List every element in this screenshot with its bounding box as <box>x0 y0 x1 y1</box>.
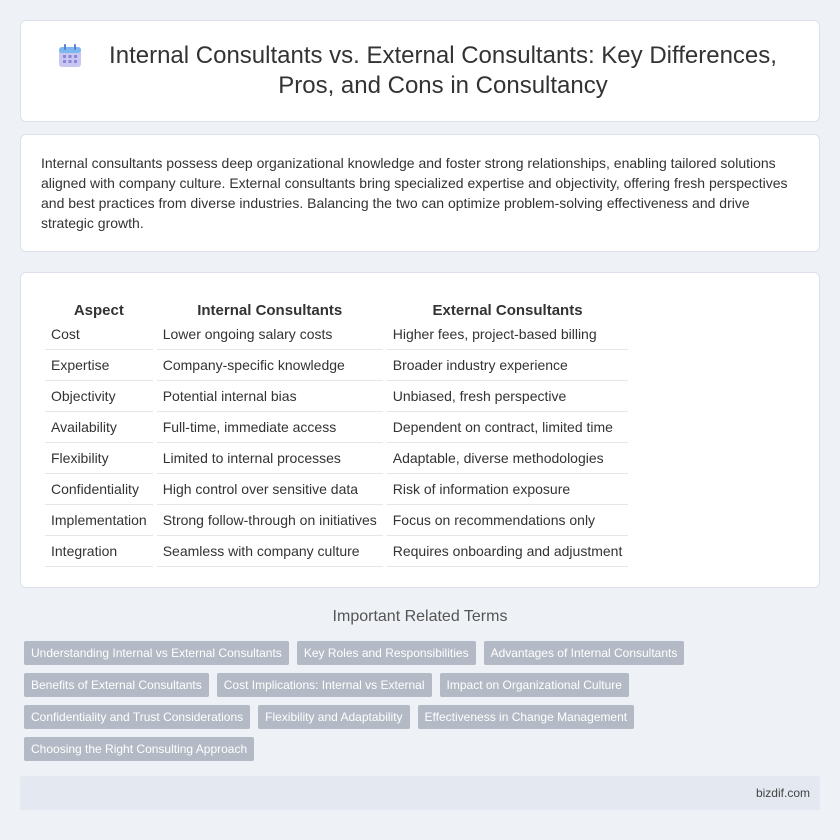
table-cell-aspect: Integration <box>45 536 153 567</box>
table-cell-internal: Seamless with company culture <box>157 536 383 567</box>
column-header-internal: Internal Consultants <box>197 302 343 319</box>
related-term-tag[interactable]: Effectiveness in Change Management <box>418 705 635 729</box>
table-cell-external: Risk of information exposure <box>387 474 629 505</box>
table-row <box>45 381 628 412</box>
table-cell-internal: Potential internal bias <box>157 381 383 412</box>
table-cell-aspect: Cost <box>45 319 153 350</box>
site-link[interactable]: bizdif.com <box>755 786 810 800</box>
related-term-tag[interactable]: Benefits of External Consultants <box>24 673 209 697</box>
table-cell-aspect: Implementation <box>45 505 153 536</box>
page-title: Internal Consultants vs. External Consultants: Key Differences, Pros, and Cons in Consultancy <box>109 42 777 99</box>
intro-card <box>20 134 820 252</box>
table-cell-internal: Company-specific knowledge <box>157 350 383 381</box>
related-terms-list <box>24 641 724 761</box>
table-cell-aspect: Availability <box>45 412 153 443</box>
table-cell-external: Broader industry experience <box>387 350 629 381</box>
table-row <box>45 505 628 536</box>
table-cell-internal: Lower ongoing salary costs <box>157 319 383 350</box>
table-cell-internal: Limited to internal processes <box>157 443 383 474</box>
table-cell-external: Focus on recommendations only <box>387 505 629 536</box>
table-cell-external: Adaptable, diverse methodologies <box>387 443 629 474</box>
table-cell-external: Unbiased, fresh perspective <box>387 381 629 412</box>
table-row <box>45 319 628 350</box>
table-cell-external: Requires onboarding and adjustment <box>387 536 629 567</box>
table-header-row <box>45 295 628 319</box>
related-term-tag[interactable]: Advantages of Internal Consultants <box>484 641 685 665</box>
related-term-tag[interactable]: Confidentiality and Trust Considerations <box>24 705 250 729</box>
related-term-tag[interactable]: Flexibility and Adaptability <box>258 705 409 729</box>
table-cell-internal: High control over sensitive data <box>157 474 383 505</box>
table-cell-internal: Full-time, immediate access <box>157 412 383 443</box>
related-term-tag[interactable]: Key Roles and Responsibilities <box>297 641 476 665</box>
calendar-icon <box>57 43 83 69</box>
table-row <box>45 412 628 443</box>
comparison-table <box>41 295 632 567</box>
table-row <box>45 443 628 474</box>
table-cell-aspect: Flexibility <box>45 443 153 474</box>
table-cell-aspect: Expertise <box>45 350 153 381</box>
table-row <box>45 474 628 505</box>
intro-paragraph: Internal consultants possess deep organizational knowledge and foster strong relationships, enabling tailored solutions aligned with company culture. External consultants bring specialized expertise and objectivity, offering fresh perspectives and best practices from diverse industries. Balancing the two can optimize problem-solving effectiveness and drive strategic growth. <box>41 155 788 231</box>
related-term-tag[interactable]: Impact on Organizational Culture <box>440 673 629 697</box>
table-cell-aspect: Confidentiality <box>45 474 153 505</box>
table-row <box>45 536 628 567</box>
table-cell-external: Higher fees, project-based billing <box>387 319 629 350</box>
related-term-tag[interactable]: Understanding Internal vs External Consultants <box>24 641 289 665</box>
table-cell-internal: Strong follow-through on initiatives <box>157 505 383 536</box>
table-row <box>45 350 628 381</box>
column-header-aspect: Aspect <box>73 302 124 319</box>
footer <box>20 776 820 810</box>
column-header-external: External Consultants <box>432 302 583 319</box>
related-term-tag[interactable]: Choosing the Right Consulting Approach <box>24 737 254 761</box>
related-term-tag[interactable]: Cost Implications: Internal vs External <box>217 673 432 697</box>
related-terms-heading: Important Related Terms <box>332 608 508 625</box>
comparison-table-card <box>20 272 820 588</box>
header-card <box>20 20 820 122</box>
table-cell-aspect: Objectivity <box>45 381 153 412</box>
table-cell-external: Dependent on contract, limited time <box>387 412 629 443</box>
